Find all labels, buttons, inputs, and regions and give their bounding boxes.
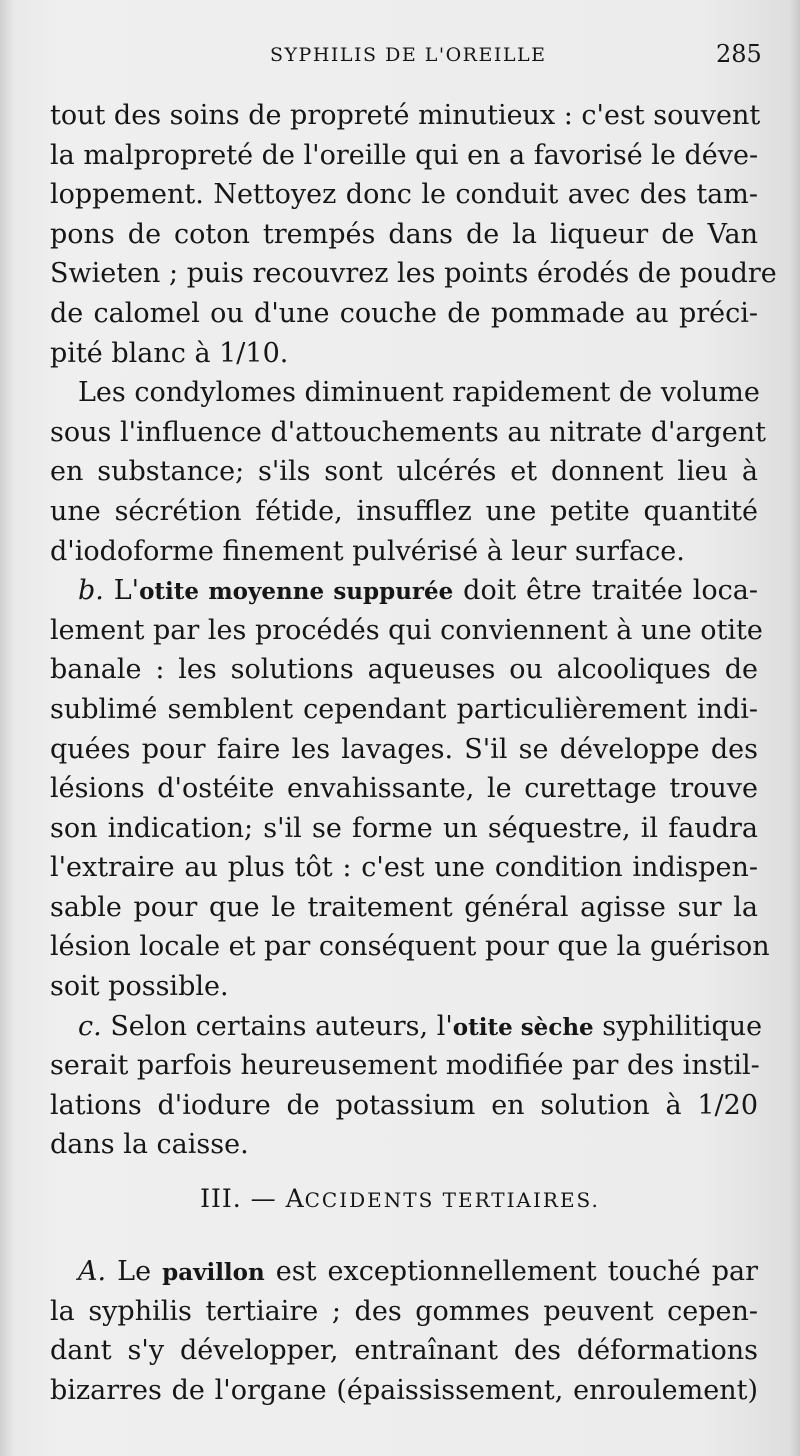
text-line: dant s'y développer, entraînant des déformations [50,1335,758,1367]
section-numeral: III. — [200,1184,277,1213]
bold-term: otite sèche [452,1013,594,1041]
text-line: en substance; s'ils sont ulcérés et donnent lieu à [50,456,758,488]
text-line: sous l'influence d'attouchements au nitrate d'argent [50,416,766,448]
bold-term: otite moyenne suppurée [139,578,454,606]
text-line: lement par les procédés qui conviennent à une otite [50,614,763,646]
running-header [0,38,800,74]
text-fragment: doit être traitée loca- [463,575,758,607]
text-line: l'extraire au plus tôt : c'est une condition indispen- [50,852,758,884]
text-line [50,1007,763,1047]
text-line: sable pour que le traitement général agisse sur la [50,891,758,923]
text-fragment: L' [113,575,140,607]
text-line: loppement. Nettoyez donc le conduit avec des tam- [50,179,758,211]
text-line: la malpropreté de l'oreille qui en a favorisé le déve- [50,139,759,171]
section-heading [0,1184,800,1213]
text-line: tout des soins de propreté minutieux : c'est souvent [50,100,761,131]
bold-term: pavillon [162,1259,265,1286]
body-text-continued [50,1252,758,1410]
text-line: son indication; s'il se forme un séquestre, il faudra [50,812,758,844]
text-line: banale : les solutions aqueuses ou alcooliques de [50,654,758,686]
text-line: lésions d'ostéite envahissante, le curettage trouve [50,773,758,805]
text-fragment: Selon certains auteurs, l' [110,1010,453,1042]
text-line: pité blanc à 1/10. [50,337,289,369]
text-line: Swieten ; puis recouvrez les points érodés de poudre [50,258,777,290]
text-line: lations d'iodure de potassium en solution à 1/20 [50,1089,758,1121]
page-number: 285 [716,40,762,68]
text-line: bizarres de l'organe (épaississement, enroulement) [50,1374,758,1406]
text-line: dans la caisse. [50,1129,249,1161]
list-letter: b. [78,575,104,607]
text-line: Les condylomes diminuent rapidement de volume [78,377,760,409]
text-line: la syphilis tertiaire ; des gommes peuvent cepen- [50,1295,758,1327]
section-title: CCIDENTS TERTIAIRES. [304,1188,600,1212]
text-line [50,571,758,611]
list-letter: c. [78,1010,102,1042]
text-line: une sécrétion fétide, insufflez une petite quantité [50,495,758,527]
text-line: d'iodoforme finement pulvérisé à leur surface. [50,535,685,567]
text-line: soit possible. [50,971,229,1003]
text-fragment: syphilitique [602,1010,763,1042]
text-line: de calomel ou d'une couche de pommade au préci- [50,297,758,329]
text-line: lésion locale et par conséquent pour que la guérison [50,931,770,963]
text-line [50,1252,758,1292]
text-line: pons de coton trempés dans de la liqueur de Van [50,218,758,250]
text-line: quées pour faire les lavages. S'il se développe des [50,733,758,765]
list-letter: A. [78,1256,107,1287]
text-line: sublimé semblent cependant particulièrement indi- [50,693,758,725]
body-text [50,96,777,1165]
section-initial: A [285,1184,305,1213]
text-fragment: Le [117,1256,152,1287]
text-line: serait parfois heureusement modifiée par des instil- [50,1050,760,1082]
running-title: SYPHILIS DE L'OREILLE [270,44,547,66]
text-fragment: est exceptionnellement touché par [275,1256,758,1287]
